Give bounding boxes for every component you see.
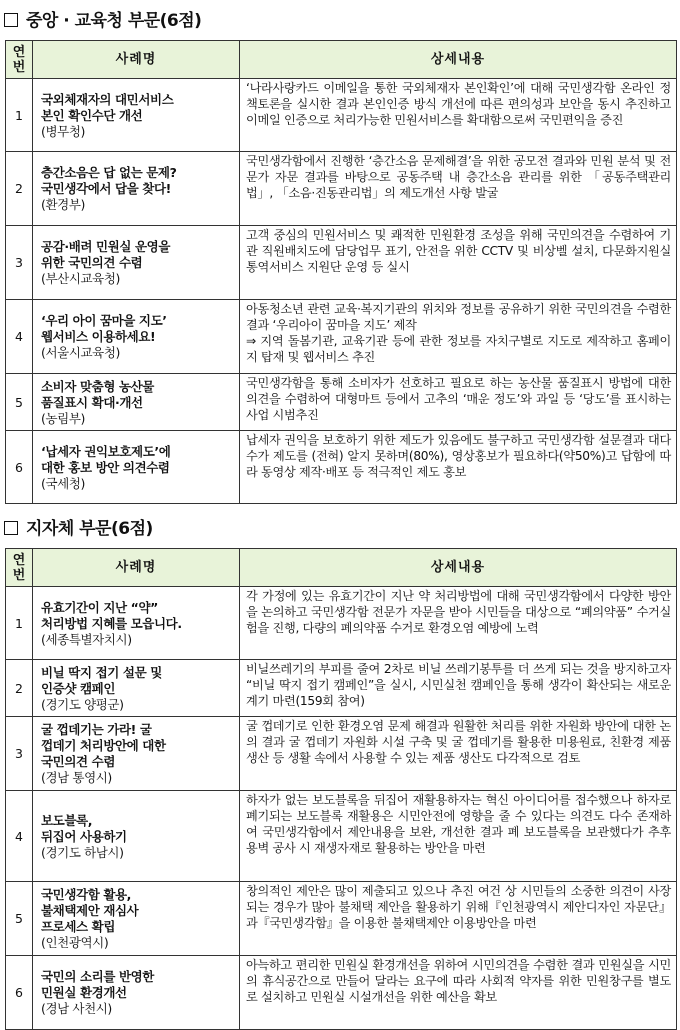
table-row bbox=[6, 791, 677, 882]
table-row bbox=[6, 717, 677, 791]
case-org: (병무청) bbox=[41, 123, 85, 139]
detail-cell: 납세자 권익을 보호하기 위한 제도가 있음에도 불구하고 국민생각함 설문결과 대다수가 제도를 (전혀) 알지 못하며(80%), 영상홍보가 필요하다(약50%)고 답함에 따라 동영상 제작·배포 등 적극적인 제도 홍보 bbox=[240, 431, 677, 504]
section-title-text: 지자체 부문(6점) bbox=[26, 519, 153, 539]
case-cell bbox=[33, 300, 240, 374]
case-cell bbox=[33, 882, 240, 956]
square-bullet-icon bbox=[4, 13, 18, 27]
table-row bbox=[6, 956, 677, 1030]
case-title: 국민의 소리를 반영한 민원실 환경개선 bbox=[41, 969, 154, 1000]
table-row bbox=[6, 431, 677, 504]
case-org: (세종특별자치시) bbox=[41, 631, 132, 647]
detail-cell: 창의적인 제안은 많이 제출되고 있으나 추진 여건 상 시민들의 소중한 의견이 사장되는 경우가 많아 불채택 제안을 활용하기 위해『인천광역시 제안디자인 자문단』과『국민생각함』을 이용한 불채택제안 이용방안을 마련 bbox=[240, 882, 677, 956]
table-row bbox=[6, 226, 677, 300]
case-org: (경남 통영시) bbox=[41, 770, 112, 785]
table-row bbox=[6, 374, 677, 431]
case-org: (부산시교육청) bbox=[41, 271, 121, 286]
detail-cell: ‘나라사랑카드 이메일을 통한 국외체재자 본인확인’에 대해 국민생각함 온라인 정책토론을 실시한 결과 본인인증 방식 개선에 따른 편의성과 보안을 동시 추진하고 이메일 인증으로 처리가능한 민원서비스를 확대함으로써 국민편익을 증진 bbox=[240, 79, 677, 152]
row-number: 1 bbox=[6, 79, 33, 152]
header-detail: 상세내용 bbox=[240, 41, 677, 79]
case-cell bbox=[33, 587, 240, 660]
row-number: 2 bbox=[6, 660, 33, 717]
case-cell bbox=[33, 79, 240, 152]
row-number: 3 bbox=[6, 717, 33, 791]
detail-cell: 비닐쓰레기의 부피를 줄여 2차로 비닐 쓰레기봉투를 더 쓰게 되는 것을 방지하고자 “비닐 딱지 접기 캠페인”을 실시, 시민실천 캠페인을 통해 생각이 확산되는 새로운 계기 마련(159회 참여) bbox=[240, 660, 677, 717]
case-cell bbox=[33, 791, 240, 882]
case-title: ‘납세자 권익보호제도’에 대한 홍보 방안 의견수렴 bbox=[41, 443, 171, 475]
case-org: (경남 사천시) bbox=[41, 1001, 112, 1016]
case-title: 소비자 맞춤형 농산물 품질표시 확대·개선 bbox=[41, 378, 154, 410]
square-bullet-icon bbox=[4, 521, 18, 535]
case-org: (경기도 양평군) bbox=[41, 696, 124, 712]
table-header-row bbox=[6, 549, 677, 587]
case-title: ‘우리 아이 꿈마을 지도’ 웹서비스 이용하세요! bbox=[41, 313, 167, 344]
case-cell bbox=[33, 717, 240, 791]
table-row bbox=[6, 152, 677, 226]
table-row bbox=[6, 660, 677, 717]
row-number: 6 bbox=[6, 431, 33, 504]
detail-cell: 국민생각함에서 진행한 ‘층간소음 문제해결’을 위한 공모전 결과와 민원 분석 및 전문가 자문 결과를 바탕으로 공동주택 내 층간소음 관리를 위한 「공동주택관리법」, 「소음·진동관리법」의 제도개선 사항 발굴 bbox=[240, 152, 677, 226]
case-cell bbox=[33, 226, 240, 300]
case-title: 공감·배려 민원실 운영을 위한 국민의견 수렴 bbox=[41, 239, 171, 270]
detail-cell: 각 가정에 있는 유효기간이 지난 약 처리방법에 대해 국민생각함에서 다양한 방안을 논의하고 국민생각함 전문가 자문을 받아 시민들을 대상으로 “폐의약품” 수거실험을 진행, 다량의 폐의약품 수거로 환경오염 예방에 노력 bbox=[240, 587, 677, 660]
table-header-row bbox=[6, 41, 677, 79]
detail-cell: 굴 껍데기로 인한 환경오염 문제 해결과 원활한 처리를 위한 자원화 방안에 대한 논의 결과 굴 껍데기 자원화 시설 구축 및 굴 껍데기를 활용한 미용원료, 친환경 제품생산 등 생활 속에서 사용할 수 있는 제품 생산도 다각적으로 검토 bbox=[240, 717, 677, 791]
table-row bbox=[6, 79, 677, 152]
detail-cell: 아동청소년 관련 교육·복지기관의 위치와 정보를 공유하기 위한 국민의견을 수렴한 결과 ‘우리아이 꿈마을 지도’ 제작 ⇒ 지역 돌봄기관, 교육기관 등에 관한 정보를 자치구별로 지도로 제작하고 홈페이지 탑재 및 웹서비스 추진 bbox=[240, 300, 677, 374]
case-title: 유효기간이 지난 “약” 처리방법 지혜를 모읍니다. bbox=[41, 599, 182, 631]
header-detail: 상세내용 bbox=[240, 549, 677, 587]
row-number: 5 bbox=[6, 882, 33, 956]
case-org: (국세청) bbox=[41, 475, 85, 491]
row-number: 1 bbox=[6, 587, 33, 660]
case-title: 국민생각함 활용, 불채택제안 재심사 프로세스 확립 bbox=[41, 887, 139, 934]
row-number: 4 bbox=[6, 791, 33, 882]
case-org: (서울시교육청) bbox=[41, 345, 121, 360]
section-title-central bbox=[4, 6, 201, 31]
row-number: 6 bbox=[6, 956, 33, 1030]
row-number: 3 bbox=[6, 226, 33, 300]
central-cases-table bbox=[5, 40, 677, 504]
case-title: 국외체재자의 대민서비스 본인 확인수단 개선 bbox=[41, 91, 174, 123]
case-title: 층간소음은 답 없는 문제? 국민생각에서 답을 찾다! bbox=[41, 165, 177, 196]
section-title-text: 중앙 · 교육청 부문(6점) bbox=[26, 11, 202, 31]
row-number: 5 bbox=[6, 374, 33, 431]
detail-cell: 아늑하고 편리한 민원실 환경개선을 위하여 시민의견을 수렴한 결과 민원실을 시민의 휴식공간으로 만들어 달라는 요구에 따라 사회적 약자를 위한 민원창구를 별도로 설치하고 민원실 시설개선을 위한 예산을 확보 bbox=[240, 956, 677, 1030]
case-title: 굴 껍데기는 가라! 굴 껍데기 처리방안에 대한 국민의견 수렴 bbox=[41, 722, 166, 769]
table-row bbox=[6, 587, 677, 660]
case-org: (농림부) bbox=[41, 410, 85, 426]
table-row bbox=[6, 300, 677, 374]
case-cell bbox=[33, 374, 240, 431]
case-cell bbox=[33, 431, 240, 504]
case-title: 보도블록, 뒤집어 사용하기 bbox=[41, 812, 127, 844]
row-number: 4 bbox=[6, 300, 33, 374]
local-cases-table bbox=[5, 548, 677, 1030]
header-no: 연 번 bbox=[6, 41, 33, 79]
case-org: (인천광역시) bbox=[41, 935, 109, 950]
header-case: 사례명 bbox=[33, 549, 240, 587]
case-cell bbox=[33, 152, 240, 226]
detail-cell: 국민생각함을 통해 소비자가 선호하고 필요로 하는 농산물 품질표시 방법에 대한 의견을 수렴하여 대형마트 등에서 고추의 ‘매운 정도’와 과일 등 ‘당도’를 표시하는 사업 시범추진 bbox=[240, 374, 677, 431]
detail-cell: 하자가 없는 보도블록을 뒤집어 재활용하자는 혁신 아이디어를 접수했으나 하자로 폐기되는 보도블록 재활용은 시민안전에 영향을 줄 수 있다는 의견도 다수 존재하여 국민생각함에서 제안내용을 보완, 개선한 결과 폐 보도블록을 보관했다가 추후 용벽 공사 시 재생자재로 활용하는 방안을 마련 bbox=[240, 791, 677, 882]
section-title-local bbox=[4, 514, 153, 539]
case-title: 비닐 딱지 접기 설문 및 인증샷 캠페인 bbox=[41, 664, 162, 696]
header-case: 사례명 bbox=[33, 41, 240, 79]
case-org: (경기도 하남시) bbox=[41, 844, 124, 860]
header-no: 연 번 bbox=[6, 549, 33, 587]
table-row bbox=[6, 882, 677, 956]
detail-cell: 고객 중심의 민원서비스 및 쾌적한 민원환경 조성을 위해 국민의견을 수렴하여 기관 직원배치도에 담당업무 표기, 안전을 위한 CCTV 및 비상벨 설치, 다문화지원실 통역서비스 지원단 운영 등 실시 bbox=[240, 226, 677, 300]
row-number: 2 bbox=[6, 152, 33, 226]
case-cell bbox=[33, 660, 240, 717]
case-cell bbox=[33, 956, 240, 1030]
case-org: (환경부) bbox=[41, 197, 85, 212]
